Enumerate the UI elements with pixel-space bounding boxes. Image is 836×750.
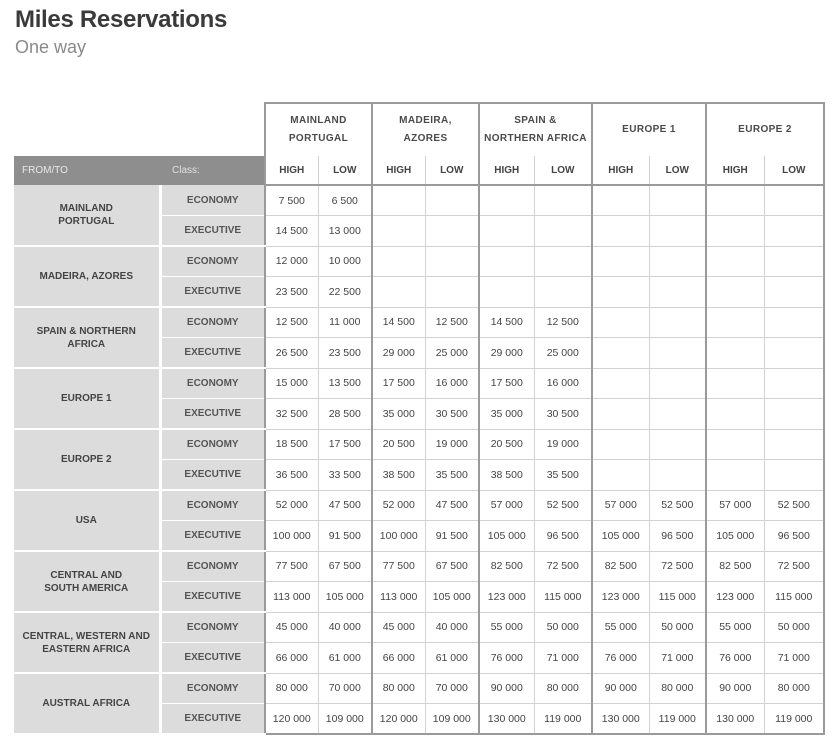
miles-value-cell [425,246,479,277]
miles-value-cell: 115 000 [764,582,824,613]
miles-value-cell: 35 500 [534,460,592,491]
miles-value-cell [706,216,764,247]
table-row [14,612,824,643]
miles-value-cell: 80 000 [534,673,592,704]
miles-value-cell: 52 500 [534,490,592,521]
miles-value-cell: 22 500 [318,277,372,308]
executive-class-label: EXECUTIVE [160,460,265,491]
miles-value-cell [592,216,649,247]
miles-value-cell: 45 000 [372,612,425,643]
miles-value-cell: 38 500 [372,460,425,491]
miles-value-cell: 71 000 [649,643,706,674]
miles-value-cell [534,216,592,247]
miles-value-cell [764,399,824,430]
zone-header-europe-2: EUROPE 2 [706,103,824,156]
miles-value-cell [372,216,425,247]
miles-value-cell [534,277,592,308]
miles-value-cell: 30 500 [534,399,592,430]
miles-value-cell [706,368,764,399]
miles-value-cell: 25 000 [534,338,592,369]
miles-value-cell: 109 000 [318,704,372,735]
miles-value-cell: 70 000 [318,673,372,704]
miles-value-cell: 36 500 [265,460,318,491]
miles-value-cell: 52 000 [372,490,425,521]
miles-value-cell [479,277,534,308]
economy-class-label: ECONOMY [160,673,265,704]
miles-value-cell [706,185,764,216]
origin-label: MAINLAND PORTUGAL [14,185,160,246]
miles-value-cell [649,216,706,247]
miles-value-cell: 105 000 [318,582,372,613]
origin-label: USA [14,490,160,551]
miles-value-cell: 115 000 [534,582,592,613]
economy-class-label: ECONOMY [160,429,265,460]
executive-class-label: EXECUTIVE [160,704,265,735]
executive-class-label: EXECUTIVE [160,216,265,247]
miles-value-cell [649,429,706,460]
low-header: LOW [318,156,372,185]
executive-class-label: EXECUTIVE [160,521,265,552]
column-header-row [14,156,824,185]
executive-class-label: EXECUTIVE [160,399,265,430]
miles-value-cell [592,277,649,308]
miles-value-cell: 96 500 [534,521,592,552]
miles-value-cell [479,216,534,247]
miles-value-cell: 119 000 [764,704,824,735]
miles-value-cell: 120 000 [372,704,425,735]
miles-value-cell: 23 500 [318,338,372,369]
miles-value-cell: 12 500 [265,307,318,338]
miles-value-cell: 19 000 [534,429,592,460]
miles-value-cell: 80 000 [372,673,425,704]
miles-value-cell: 57 000 [479,490,534,521]
miles-value-cell [592,429,649,460]
zone-header-row [14,103,824,156]
miles-value-cell: 29 000 [372,338,425,369]
miles-value-cell: 17 500 [479,368,534,399]
miles-value-cell: 82 500 [706,551,764,582]
miles-value-cell: 90 000 [592,673,649,704]
miles-value-cell [372,246,425,277]
miles-value-cell: 50 000 [534,612,592,643]
miles-value-cell: 119 000 [534,704,592,735]
miles-value-cell: 91 500 [425,521,479,552]
miles-value-cell: 7 500 [265,185,318,216]
miles-value-cell: 33 500 [318,460,372,491]
miles-value-cell: 25 000 [425,338,479,369]
low-header: LOW [534,156,592,185]
miles-value-cell: 13 000 [318,216,372,247]
miles-value-cell: 119 000 [649,704,706,735]
miles-value-cell: 17 500 [372,368,425,399]
miles-value-cell: 19 000 [425,429,479,460]
miles-value-cell: 15 000 [265,368,318,399]
miles-value-cell: 82 500 [592,551,649,582]
miles-value-cell [706,307,764,338]
table-body [14,185,824,734]
miles-value-cell: 70 000 [425,673,479,704]
origin-label: SPAIN & NORTHERN AFRICA [14,307,160,368]
miles-value-cell: 71 000 [764,643,824,674]
zone-header-madeira-azores: MADEIRA, AZORES [372,103,479,156]
high-header: HIGH [592,156,649,185]
miles-value-cell [764,216,824,247]
miles-value-cell: 23 500 [265,277,318,308]
miles-value-cell: 12 500 [534,307,592,338]
executive-class-label: EXECUTIVE [160,582,265,613]
miles-value-cell [649,460,706,491]
low-header: LOW [764,156,824,185]
miles-table [14,102,825,735]
miles-value-cell [372,277,425,308]
miles-value-cell: 91 500 [318,521,372,552]
low-header: LOW [425,156,479,185]
origin-label: CENTRAL, WESTERN AND EASTERN AFRICA [14,612,160,673]
origin-label: EUROPE 1 [14,368,160,429]
miles-value-cell: 10 000 [318,246,372,277]
miles-value-cell [592,338,649,369]
miles-value-cell [764,429,824,460]
miles-value-cell [479,246,534,277]
miles-value-cell: 113 000 [372,582,425,613]
miles-value-cell: 76 000 [479,643,534,674]
miles-value-cell [706,429,764,460]
miles-value-cell: 123 000 [706,582,764,613]
page-subtitle: One way [15,37,87,57]
table-row [14,246,824,277]
miles-value-cell: 76 000 [592,643,649,674]
economy-class-label: ECONOMY [160,307,265,338]
table-row [14,368,824,399]
miles-value-cell [649,246,706,277]
miles-value-cell: 52 500 [764,490,824,521]
miles-value-cell [764,460,824,491]
origin-label: MADEIRA, AZORES [14,246,160,307]
miles-value-cell: 55 000 [479,612,534,643]
miles-value-cell [592,460,649,491]
miles-value-cell: 90 000 [706,673,764,704]
miles-value-cell: 14 500 [479,307,534,338]
miles-value-cell [706,277,764,308]
miles-value-cell: 16 000 [425,368,479,399]
miles-value-cell: 38 500 [479,460,534,491]
zone-header-mainland-portugal: MAINLAND PORTUGAL [265,103,372,156]
miles-value-cell: 12 500 [425,307,479,338]
miles-value-cell: 11 000 [318,307,372,338]
miles-value-cell: 123 000 [592,582,649,613]
miles-value-cell [764,338,824,369]
executive-class-label: EXECUTIVE [160,338,265,369]
miles-value-cell: 105 000 [479,521,534,552]
miles-value-cell [649,368,706,399]
miles-value-cell: 20 500 [479,429,534,460]
miles-value-cell: 61 000 [425,643,479,674]
miles-value-cell: 100 000 [265,521,318,552]
miles-value-cell: 113 000 [265,582,318,613]
high-header: HIGH [479,156,534,185]
class-header: Class: [160,156,265,185]
miles-value-cell: 130 000 [706,704,764,735]
miles-value-cell: 45 000 [265,612,318,643]
economy-class-label: ECONOMY [160,490,265,521]
miles-value-cell: 105 000 [706,521,764,552]
miles-value-cell: 47 500 [318,490,372,521]
miles-value-cell: 67 500 [318,551,372,582]
miles-value-cell: 12 000 [265,246,318,277]
miles-value-cell [534,185,592,216]
miles-value-cell: 61 000 [318,643,372,674]
miles-value-cell: 40 000 [425,612,479,643]
miles-value-cell: 77 500 [372,551,425,582]
miles-value-cell: 55 000 [592,612,649,643]
economy-class-label: ECONOMY [160,551,265,582]
origin-label: EUROPE 2 [14,429,160,490]
miles-value-cell: 96 500 [764,521,824,552]
origin-label: CENTRAL AND SOUTH AMERICA [14,551,160,612]
miles-value-cell: 67 500 [425,551,479,582]
origin-label: AUSTRAL AFRICA [14,673,160,734]
table-row [14,429,824,460]
miles-value-cell: 14 500 [265,216,318,247]
table-row [14,307,824,338]
miles-value-cell [372,185,425,216]
miles-value-cell: 50 000 [764,612,824,643]
miles-value-cell: 105 000 [425,582,479,613]
high-header: HIGH [265,156,318,185]
miles-value-cell [649,307,706,338]
miles-value-cell: 28 500 [318,399,372,430]
miles-value-cell: 29 000 [479,338,534,369]
page-title: Miles Reservations [15,6,228,33]
economy-class-label: ECONOMY [160,185,265,216]
miles-value-cell: 96 500 [649,521,706,552]
miles-value-cell [592,399,649,430]
miles-value-cell: 18 500 [265,429,318,460]
economy-class-label: ECONOMY [160,368,265,399]
miles-value-cell [706,338,764,369]
miles-value-cell: 14 500 [372,307,425,338]
miles-value-cell: 35 000 [479,399,534,430]
table-row [14,490,824,521]
miles-value-cell [425,216,479,247]
miles-value-cell: 40 000 [318,612,372,643]
miles-value-cell: 35 500 [425,460,479,491]
miles-value-cell: 66 000 [372,643,425,674]
miles-value-cell: 20 500 [372,429,425,460]
miles-value-cell: 72 500 [764,551,824,582]
miles-value-cell: 32 500 [265,399,318,430]
miles-value-cell: 76 000 [706,643,764,674]
miles-value-cell: 17 500 [318,429,372,460]
miles-value-cell [649,338,706,369]
miles-value-cell: 66 000 [265,643,318,674]
miles-value-cell [764,277,824,308]
miles-value-cell [649,185,706,216]
miles-value-cell: 72 500 [649,551,706,582]
miles-value-cell [592,246,649,277]
miles-value-cell [706,460,764,491]
miles-value-cell: 52 500 [649,490,706,521]
low-header: LOW [649,156,706,185]
miles-value-cell [649,277,706,308]
miles-value-cell: 6 500 [318,185,372,216]
miles-value-cell: 123 000 [479,582,534,613]
miles-value-cell: 77 500 [265,551,318,582]
miles-value-cell: 57 000 [706,490,764,521]
miles-value-cell: 72 500 [534,551,592,582]
miles-value-cell: 35 000 [372,399,425,430]
miles-value-cell: 130 000 [479,704,534,735]
high-header: HIGH [706,156,764,185]
miles-value-cell [592,368,649,399]
miles-value-cell [425,277,479,308]
miles-value-cell: 80 000 [764,673,824,704]
miles-value-cell: 82 500 [479,551,534,582]
miles-value-cell [764,246,824,277]
miles-value-cell: 16 000 [534,368,592,399]
miles-value-cell: 30 500 [425,399,479,430]
table-row [14,673,824,704]
miles-value-cell: 50 000 [649,612,706,643]
miles-value-cell [706,246,764,277]
miles-value-cell: 80 000 [649,673,706,704]
miles-value-cell [764,307,824,338]
miles-value-cell: 26 500 [265,338,318,369]
miles-value-cell: 13 500 [318,368,372,399]
miles-value-cell: 57 000 [592,490,649,521]
miles-value-cell: 100 000 [372,521,425,552]
from-to-header: FROM/TO [14,156,160,185]
miles-value-cell [592,307,649,338]
table-row [14,185,824,216]
miles-value-cell [764,368,824,399]
high-header: HIGH [372,156,425,185]
table-row [14,551,824,582]
miles-value-cell: 120 000 [265,704,318,735]
miles-value-cell [479,185,534,216]
miles-value-cell [592,185,649,216]
miles-value-cell: 130 000 [592,704,649,735]
miles-value-cell [649,399,706,430]
miles-value-cell: 80 000 [265,673,318,704]
executive-class-label: EXECUTIVE [160,643,265,674]
economy-class-label: ECONOMY [160,246,265,277]
miles-value-cell: 115 000 [649,582,706,613]
miles-value-cell [764,185,824,216]
economy-class-label: ECONOMY [160,612,265,643]
miles-value-cell: 90 000 [479,673,534,704]
miles-value-cell: 109 000 [425,704,479,735]
executive-class-label: EXECUTIVE [160,277,265,308]
miles-value-cell [425,185,479,216]
miles-value-cell [706,399,764,430]
miles-value-cell: 52 000 [265,490,318,521]
zone-header-spain-northern-africa: SPAIN & NORTHERN AFRICA [479,103,592,156]
miles-value-cell: 55 000 [706,612,764,643]
zone-header-europe-1: EUROPE 1 [592,103,706,156]
miles-value-cell: 71 000 [534,643,592,674]
corner-cell [14,103,265,156]
miles-value-cell: 105 000 [592,521,649,552]
miles-value-cell [534,246,592,277]
miles-value-cell: 47 500 [425,490,479,521]
